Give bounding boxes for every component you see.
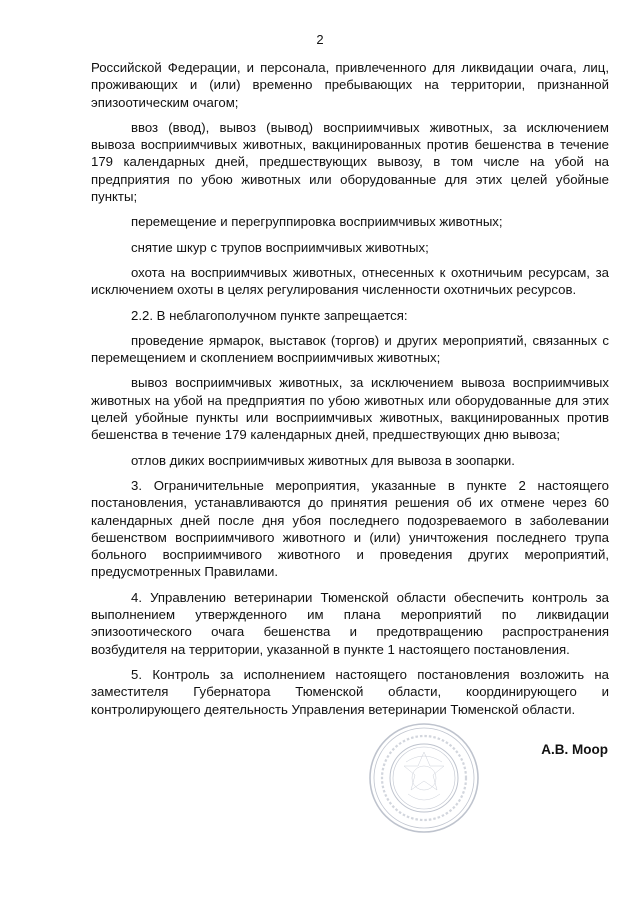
- paragraph: вывоз восприимчивых животных, за исключением вывоза восприимчивых животных на убой на предприятия по убою животных или оборудованные для этих целей убойные пункты или восприимчивых животных, вакцинированных против бешенства в течение 179 календарных дней, предшествующих дню вывоза;: [91, 375, 609, 443]
- paragraph: отлов диких восприимчивых животных для вывоза в зоопарки.: [131, 452, 515, 468]
- paragraph: ввоз (ввод), вывоз (вывод) восприимчивых животных, за исключением вывоза восприимчивых животных, вакцинированных против бешенства в течение 179 календарных дней, предшествующих вывозу, в том числе на убой на предприятия по убою животных или оборудованные для этих целей убойные пункты;: [91, 119, 609, 205]
- paragraph: 2.2. В неблагополучном пункте запрещается:: [131, 307, 408, 323]
- paragraph: 3. Ограничительные мероприятия, указанные в пункте 2 настоящего постановления, устанавливаются до принятия решения об их отмене через 60 календарных дней после дня убоя последнего подозреваемого в заболевании бешенством восприимчивого животного и (или) уничтожения последнего трупа больного восприимчивого животного и проведения других мероприятий, предусмотренных Правилами.: [91, 477, 609, 580]
- paragraph: 5. Контроль за исполнением настоящего постановления возложить на заместителя Губернатора Тюменской области, координирующего и контролирующего деятельность Управления ветеринарии Тюменской области.: [91, 666, 609, 717]
- document-body: [91, 59, 609, 726]
- paragraph: проведение ярмарок, выставок (торгов) и других мероприятий, связанных с перемещением и скоплением восприимчивых животных;: [91, 332, 609, 366]
- official-seal-icon: [368, 722, 480, 834]
- paragraph: 4. Управлению ветеринарии Тюменской области обеспечить контроль за выполнением утвержденного им плана мероприятий по ликвидации эпизоотического очага бешенства и предотвращению распространения возбудителя на территории, указанной в пункте 1 настоящего постановления.: [91, 589, 609, 657]
- paragraph: снятие шкур с трупов восприимчивых животных;: [131, 239, 429, 255]
- paragraph: перемещение и перегруппировка восприимчивых животных;: [131, 214, 503, 230]
- paragraph: Российской Федерации, и персонала, привлеченного для ликвидации очага, лиц, проживающих и (или) временно пребывающих на территории, признанной эпизоотическим очагом;: [91, 60, 609, 110]
- signer-name: А.В. Моор: [541, 742, 608, 757]
- paragraph: охота на восприимчивых животных, отнесенных к охотничьим ресурсам, за исключением охоты в целях регулирования численности охотничьих ресурсов.: [91, 264, 609, 298]
- page-number: 2: [316, 32, 324, 47]
